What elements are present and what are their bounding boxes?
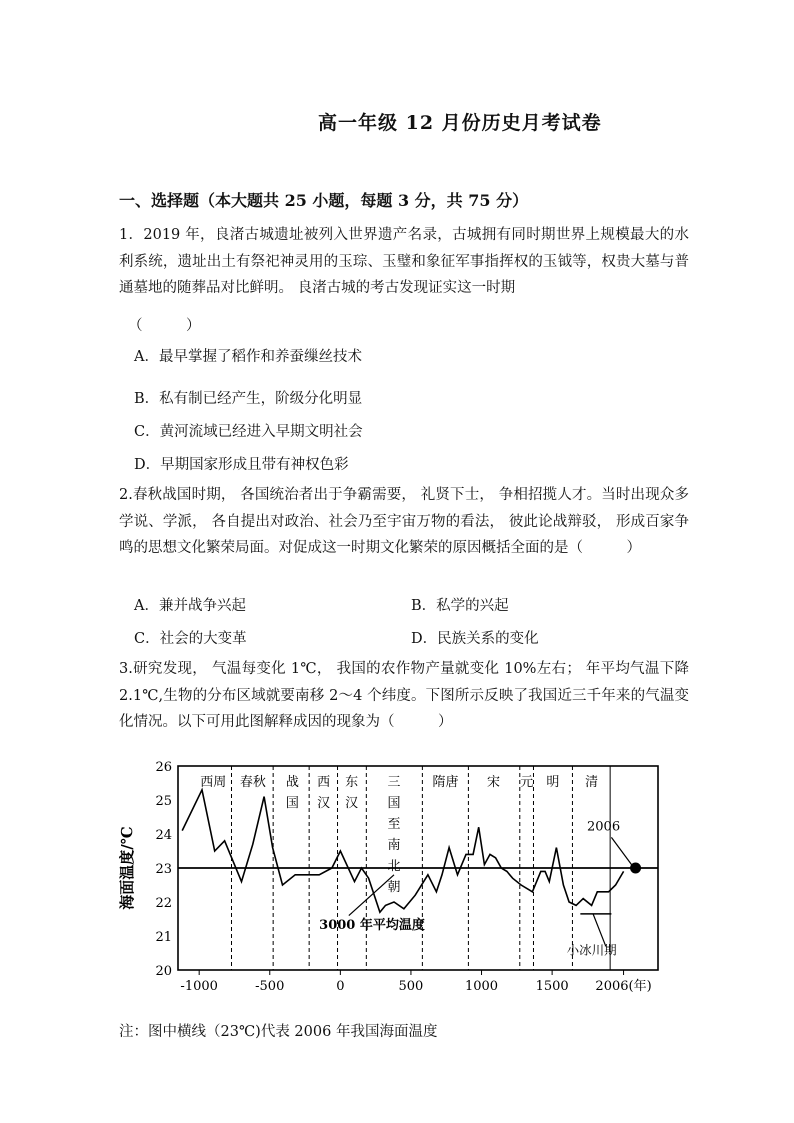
- y-tick-label: 22: [155, 896, 172, 911]
- question-1-stem: 1．2019 年，良渚古城遗址被列入世界遗产名录，古城拥有同时期世界上规模最大的水利系统，遗址出土有祭祀神灵用的玉琮、玉璧和象征军事指挥权的玉钺等，权贵大墓与普通墓地的随葬品对比鲜明。 良渚古城的考古发现证实这一时期: [119, 227, 689, 296]
- period-label: 宋: [487, 775, 501, 790]
- y-tick-label: 21: [155, 930, 172, 945]
- x-tick-label: 0: [336, 979, 345, 994]
- temperature-chart: [118, 748, 698, 1010]
- x-tick-label: 500: [398, 979, 424, 994]
- period-label: 隋唐: [432, 775, 459, 790]
- x-tick-label: -1000: [180, 979, 218, 994]
- exam-title: 高一年级 12 月份历史月考试卷: [318, 112, 602, 134]
- period-label: 至: [387, 817, 401, 832]
- question-2-option-c: C．社会的大变革: [134, 631, 247, 647]
- question-2-option-d: D．民族关系的变化: [411, 631, 539, 647]
- period-label: 三: [387, 775, 401, 790]
- x-tick-label: -500: [255, 979, 285, 994]
- y-tick-label: 25: [155, 794, 172, 809]
- y-tick-label: 23: [155, 862, 172, 877]
- period-label: 东: [345, 775, 359, 790]
- period-label: 北: [387, 859, 401, 874]
- period-label: 朝: [387, 880, 401, 895]
- question-2-option-b: B．私学的兴起: [411, 598, 509, 614]
- annotation-2006: 2006: [587, 819, 621, 835]
- x-tick-label: 2006(年): [595, 979, 652, 994]
- y-tick-label: 26: [155, 760, 172, 775]
- annotation-avg-temp: 3000 年平均温度: [319, 918, 425, 934]
- x-tick-label: 1500: [535, 979, 569, 994]
- period-label: 西: [317, 775, 331, 790]
- period-label: 国: [387, 796, 401, 811]
- y-axis-label: 海面温度/℃: [118, 826, 136, 910]
- period-label: 元: [520, 775, 534, 790]
- annotation-little-ice-age: 小冰川期: [566, 942, 617, 958]
- annotation-arrow-ice-age: [593, 914, 606, 946]
- period-label: 汉: [317, 796, 331, 811]
- period-label: 汉: [345, 796, 359, 811]
- period-label: 清: [585, 775, 599, 790]
- y-tick-label: 20: [155, 964, 172, 979]
- period-label: 国: [285, 796, 299, 811]
- question-1-option-d: D．早期国家形成且带有神权色彩: [134, 457, 349, 473]
- question-2-stem: 2.春秋战国时期， 各国统治者出于争霸需要， 礼贤下士， 争相招揽人才。当时出现众多学说、学派， 各自提出对政治、社会乃至宇宙万物的看法， 彼此论战辩驳， 形成百家争鸣的思想文化繁荣局面。对促成这一时期文化繁荣的原因概括全面的是（ ）: [119, 487, 689, 556]
- period-label: 明: [546, 775, 560, 790]
- question-3-stem: 3.研究发现， 气温每变化 1℃， 我国的农作物产量就变化 10%左右； 年平均气温下降 2.1℃,生物的分布区域就要南移 2～4 个纬度。下图所示反映了我国近三千年来的气温变化情况。以下可用此图解释成因的现象为（ ）: [119, 661, 689, 730]
- question-1-option-a: A．最早掌握了稻作和养蚕缫丝技术: [134, 349, 362, 365]
- question-1-answer-blank: （ ）: [128, 318, 201, 334]
- question-1-option-c: C．黄河流域已经进入早期文明社会: [134, 424, 363, 440]
- period-label: 战: [285, 775, 299, 790]
- annotation-arrow-2006: [611, 837, 631, 864]
- question-2-option-a: A．兼并战争兴起: [134, 598, 246, 614]
- question-1-option-b: B．私有制已经产生，阶级分化明显: [134, 391, 363, 407]
- section-header: 一、选择题（本大题共 25 小题，每题 3 分，共 75 分）: [119, 191, 529, 210]
- y-tick-label: 24: [155, 828, 172, 843]
- chart-note: 注：图中横线（23℃)代表 2006 年我国海面温度: [119, 1024, 438, 1040]
- period-label: 南: [387, 838, 401, 853]
- temperature-series-line: [182, 790, 623, 912]
- x-tick-label: 1000: [464, 979, 499, 994]
- period-label: 春秋: [239, 775, 266, 790]
- period-label: 西周: [200, 775, 227, 790]
